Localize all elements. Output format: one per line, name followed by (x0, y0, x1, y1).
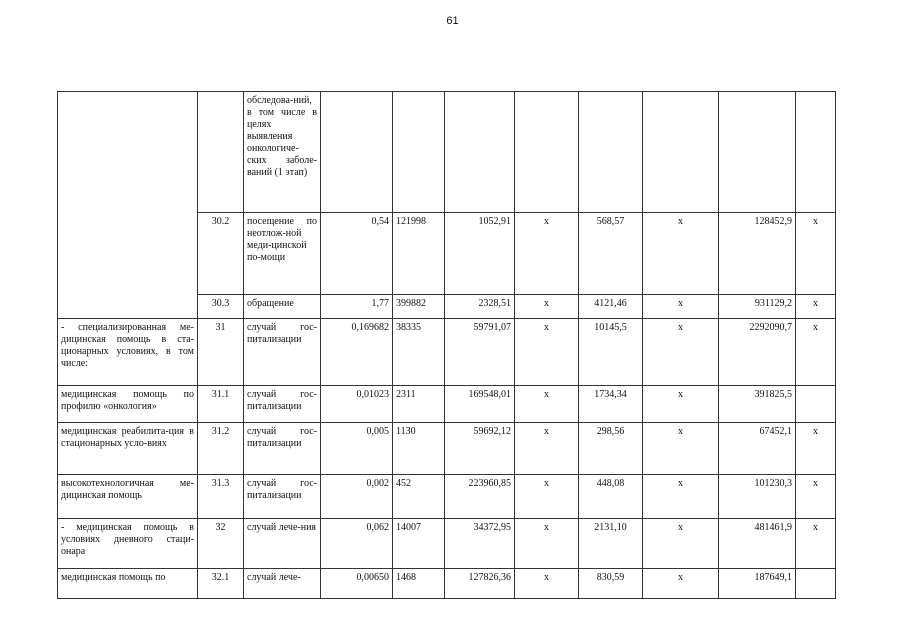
cell-financing: 568,57 (579, 213, 643, 295)
table-row (58, 475, 836, 519)
cell-x: х (796, 319, 836, 386)
cell-unit: случай лече- (244, 569, 321, 599)
cell-x: х (515, 295, 579, 319)
cell-norm: 1,77 (321, 295, 393, 319)
cell-financing-total: 128452,9 (719, 213, 796, 295)
cell-cost (445, 92, 515, 213)
cell-cost: 2328,51 (445, 295, 515, 319)
cell-cost: 59692,12 (445, 423, 515, 475)
cell-volume: 1468 (393, 569, 445, 599)
cell-norm: 0,54 (321, 213, 393, 295)
cell-unit: случай гос-питализации (244, 386, 321, 423)
cell-code: 30.2 (198, 213, 244, 295)
table-row (58, 92, 836, 213)
cell-name: медицинская помощь по (58, 569, 198, 599)
cell-x: х (515, 319, 579, 386)
cell-financing: 2131,10 (579, 519, 643, 569)
cell-name: - медицинская помощь в условиях дневного стаци-онара (58, 519, 198, 569)
cell-financing-total (719, 92, 796, 213)
cell-cost: 59791,07 (445, 319, 515, 386)
table-row (58, 386, 836, 423)
cell-financing (579, 92, 643, 213)
cell-unit: случай лече-ния (244, 519, 321, 569)
cell-x: х (643, 295, 719, 319)
cell-x: х (515, 386, 579, 423)
table-row (58, 569, 836, 599)
page-number: 61 (446, 15, 459, 27)
cell-norm: 0,01023 (321, 386, 393, 423)
medical-care-table (57, 91, 836, 599)
cell-norm: 0,062 (321, 519, 393, 569)
cell-financing: 448,08 (579, 475, 643, 519)
cell-volume: 121998 (393, 213, 445, 295)
cell-x: х (515, 423, 579, 475)
table-row (58, 319, 836, 386)
table-row (58, 519, 836, 569)
cell-x: х (643, 569, 719, 599)
cell-financing: 1734,34 (579, 386, 643, 423)
cell-cost: 223960,85 (445, 475, 515, 519)
cell-x: х (643, 519, 719, 569)
cell-name: - специализированная ме-дицинская помощь в ста-ционарных условиях, в том числе: (58, 319, 198, 386)
cell-unit: обследова-ний, в том числе в целях выявления онкологиче-ских заболе-ваний (1 этап) (244, 92, 321, 213)
cell-volume: 2311 (393, 386, 445, 423)
cell-x: х (796, 423, 836, 475)
cell-name: медицинская реабилита-ция в стационарных усло-виях (58, 423, 198, 475)
cell-x: х (515, 475, 579, 519)
cell-financing-total: 187649,1 (719, 569, 796, 599)
cell-financing-total: 67452,1 (719, 423, 796, 475)
cell-x: х (515, 569, 579, 599)
cell-volume: 1130 (393, 423, 445, 475)
cell-name (58, 92, 198, 319)
cell-code: 30.3 (198, 295, 244, 319)
cell-volume (393, 92, 445, 213)
cell-x (796, 569, 836, 599)
cell-financing: 830,59 (579, 569, 643, 599)
cell-x (643, 92, 719, 213)
cell-financing: 4121,46 (579, 295, 643, 319)
cell-name: высокотехнологичная ме-дицинская помощь (58, 475, 198, 519)
cell-x: х (515, 519, 579, 569)
cell-norm: 0,002 (321, 475, 393, 519)
cell-code: 31.2 (198, 423, 244, 475)
cell-x: х (643, 475, 719, 519)
table-row (58, 423, 836, 475)
cell-norm: 0,169682 (321, 319, 393, 386)
cell-x: х (515, 213, 579, 295)
cell-unit: обращение (244, 295, 321, 319)
cell-code (198, 92, 244, 213)
cell-financing-total: 931129,2 (719, 295, 796, 319)
cell-code: 32.1 (198, 569, 244, 599)
cell-financing-total: 391825,5 (719, 386, 796, 423)
cell-unit: случай гос-питализации (244, 423, 321, 475)
cell-code: 31.3 (198, 475, 244, 519)
cell-unit: случай гос-питализации (244, 475, 321, 519)
cell-volume: 14007 (393, 519, 445, 569)
cell-x: х (643, 213, 719, 295)
cell-cost: 34372,95 (445, 519, 515, 569)
cell-x: х (643, 319, 719, 386)
cell-financing: 10145,5 (579, 319, 643, 386)
cell-x: х (796, 295, 836, 319)
cell-code: 32 (198, 519, 244, 569)
cell-x: х (796, 519, 836, 569)
cell-x (515, 92, 579, 213)
cell-name: медицинская помощь по профилю «онкология» (58, 386, 198, 423)
cell-volume: 38335 (393, 319, 445, 386)
cell-volume: 452 (393, 475, 445, 519)
cell-code: 31.1 (198, 386, 244, 423)
cell-code: 31 (198, 319, 244, 386)
cell-unit: случай гос-питализации (244, 319, 321, 386)
cell-x: х (796, 475, 836, 519)
cell-x: х (643, 386, 719, 423)
cell-x: х (643, 423, 719, 475)
cell-unit: посещение по неотлож-ной меди-цинской по-мощи (244, 213, 321, 295)
cell-norm (321, 92, 393, 213)
cell-financing: 298,56 (579, 423, 643, 475)
cell-financing-total: 481461,9 (719, 519, 796, 569)
cell-norm: 0,00650 (321, 569, 393, 599)
cell-x (796, 386, 836, 423)
cell-x (796, 92, 836, 213)
cell-financing-total: 2292090,7 (719, 319, 796, 386)
cell-cost: 127826,36 (445, 569, 515, 599)
cell-cost: 169548,01 (445, 386, 515, 423)
cell-x: х (796, 213, 836, 295)
cell-norm: 0,005 (321, 423, 393, 475)
cell-cost: 1052,91 (445, 213, 515, 295)
cell-financing-total: 101230,3 (719, 475, 796, 519)
cell-volume: 399882 (393, 295, 445, 319)
